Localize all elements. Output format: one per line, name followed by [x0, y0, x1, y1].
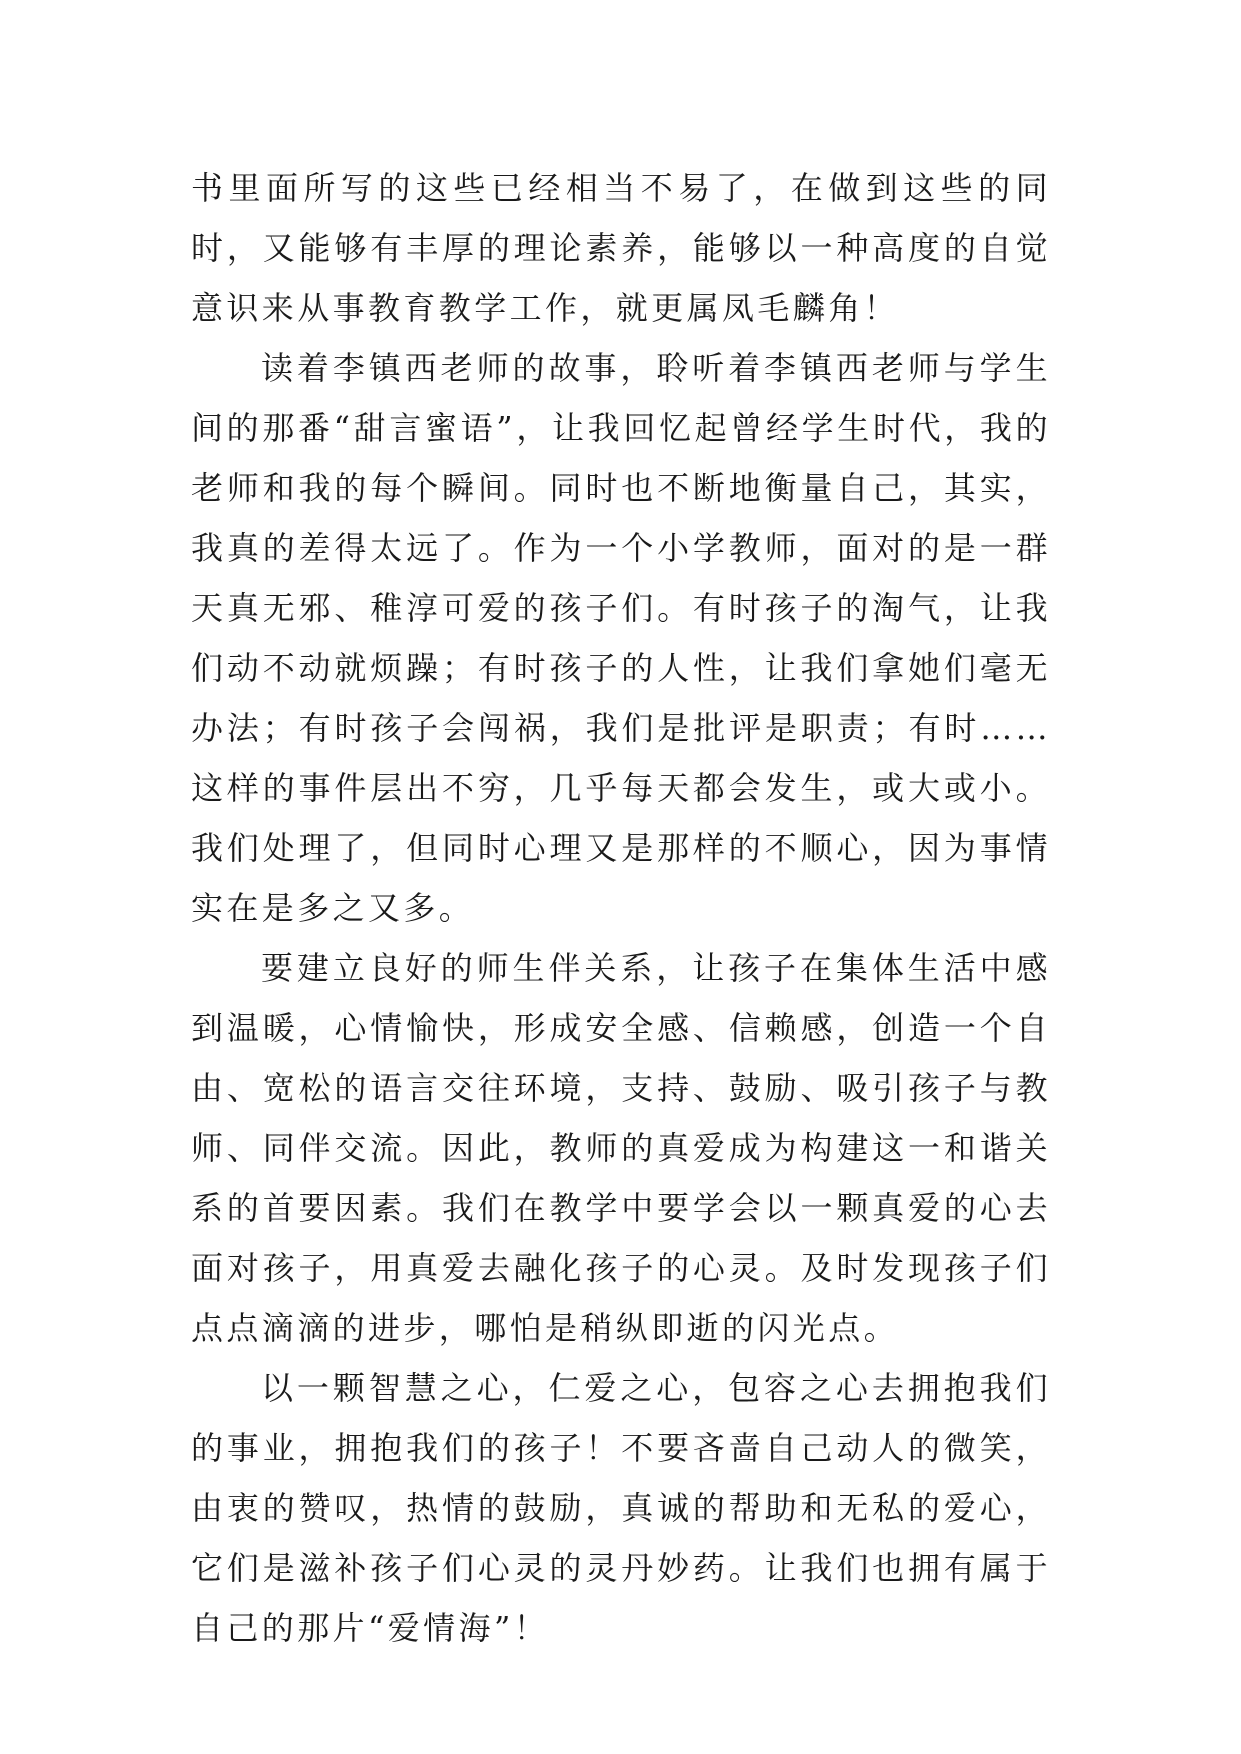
paragraph-3: 要建立良好的师生伴关系，让孩子在集体生活中感到温暖，心情愉快，形成安全感、信赖感，创造一个自由、宽松的语言交往环境，支持、鼓励、吸引孩子与教师、同伴交流。因此，教师的真爱成为构建这一和谐关系的首要因素。我们在教学中要学会以一颗真爱的心去面对孩子，用真爱去融化孩子的心灵。及时发现孩子们点点滴滴的进步，哪怕是稍纵即逝的闪光点。 [191, 949, 1051, 1347]
paragraph-1: 书里面所写的这些已经相当不易了，在做到这些的同时，又能够有丰厚的理论素养，能够以一种高度的自觉意识来从事教育教学工作，就更属凤毛麟角！ [191, 169, 1051, 327]
paragraph-4: 以一颗智慧之心，仁爱之心，包容之心去拥抱我们的事业，拥抱我们的孩子！不要吝啬自己动人的微笑，由衷的赞叹，热情的鼓励，真诚的帮助和无私的爱心，它们是滋补孩子们心灵的灵丹妙药。让我们也拥有属于自己的那片“爱情海”！ [191, 1369, 1051, 1647]
paragraph-2: 读着李镇西老师的故事，聆听着李镇西老师与学生间的那番“甜言蜜语”，让我回忆起曾经学生时代，我的老师和我的每个瞬间。同时也不断地衡量自己，其实，我真的差得太远了。作为一个小学教师，面对的是一群天真无邪、稚淳可爱的孩子们。有时孩子的淘气，让我们动不动就烦躁；有时孩子的人性，让我们拿她们毫无办法；有时孩子会闯祸，我们是批评是职责；有时……这样的事件层出不穷，几乎每天都会发生，或大或小。我们处理了，但同时心理又是那样的不顺心，因为事情实在是多之又多。 [191, 349, 1051, 927]
document-body [191, 158, 1051, 1658]
